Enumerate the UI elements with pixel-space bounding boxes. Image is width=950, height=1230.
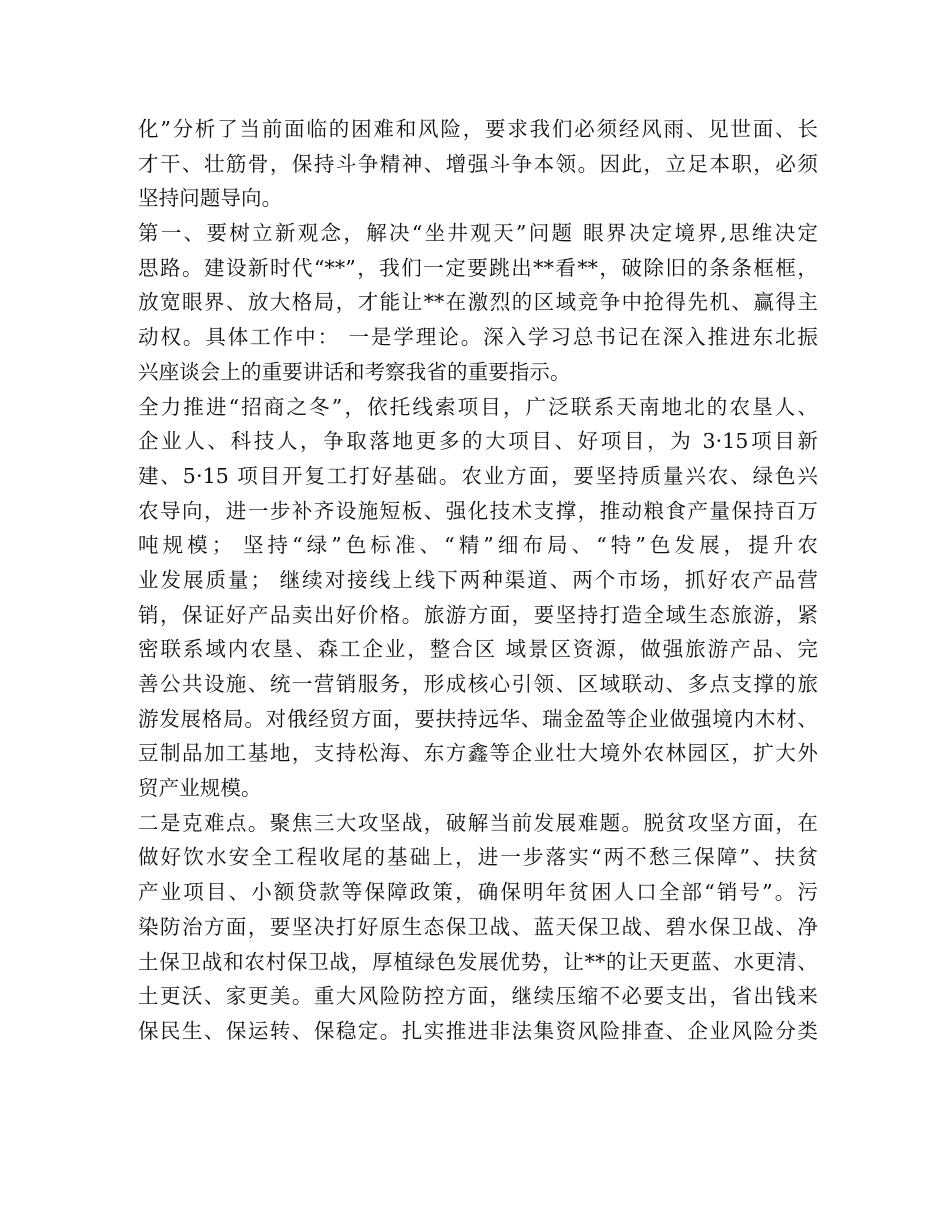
text-line: 动权。具体工作中： 一是学理论。深入学习总书记在深入推进东北振 — [138, 325, 818, 350]
text-line: 建、5·15 项目开复工打好基础。农业方面，要坚持质量兴农、绿色兴 — [138, 463, 818, 488]
text-line: 兴座谈会上的重要讲话和考察我省的重要指示。 — [138, 359, 571, 384]
text-line: 土更沃、家更美。重大风险防控方面，继续压缩不必要支出，省出钱来 — [138, 984, 818, 1009]
text-line: 密联系域内农垦、森工企业，整合区 域景区资源，做强旅游产品、完 — [138, 637, 818, 662]
text-line: 销，保证好产品卖出好价格。旅游方面，要坚持打造全域生态旅游，紧 — [138, 602, 818, 627]
text-line: 全力推进“招商之冬”，依托线索项目，广泛联系天南地北的农垦人、 — [138, 394, 818, 419]
text-line: 业发展质量； 继续对接线上线下两种渠道、两个市场，抓好农产品营 — [138, 567, 818, 592]
text-line: 企业人、科技人，争取落地更多的大项目、好项目，为 3·15项目新 — [138, 429, 818, 454]
text-line: 化”分析了当前面临的困难和风险，要求我们必须经风雨、见世面、长 — [138, 117, 818, 141]
text-line: 善公共设施、统一营销服务，形成核心引领、区域联动、多点支撑的旅 — [138, 672, 818, 696]
text-line: 保民生、保运转、保稳定。扎实推进非法集资风险排查、企业风险分类 — [138, 1018, 818, 1043]
text-line: 游发展格局。对俄经贸方面，要扶持远华、瑞金盈等企业做强境内木材、 — [138, 706, 818, 731]
text-line: 放宽眼界、放大格局，才能让**在激烈的区域竞争中抢得先机、赢得主 — [138, 290, 818, 315]
text-line: 吨规模； 坚持“绿”色标准、“精”细布局、“特”色发展，提升农 — [138, 533, 818, 558]
text-line: 坚持问题导向。 — [138, 186, 283, 211]
text-line: 思路。建设新时代“**”，我们一定要跳出**看**，破除旧的条条框框， — [138, 255, 818, 280]
text-line: 产业项目、小额贷款等保障政策，确保明年贫困人口全部“销号”。污 — [138, 880, 818, 905]
text-line: 做好饮水安全工程收尾的基础上，进一步落实“两不愁三保障”、扶贫 — [138, 845, 818, 870]
text-line: 二是克难点。聚焦三大攻坚战，破解当前发展难题。脱贫攻坚方面，在 — [138, 810, 818, 835]
text-line: 第一、要树立新观念，解决“坐井观天”问题 眼界决定境界,思维决定 — [138, 221, 818, 246]
body-text — [138, 112, 818, 1049]
text-line: 才干、壮筋骨，保持斗争精神、增强斗争本领。因此，立足本职，必须 — [138, 151, 818, 176]
text-line: 豆制品加工基地，支持松海、东方鑫等企业壮大境外农林园区，扩大外 — [138, 741, 818, 766]
text-line: 贸产业规模。 — [138, 776, 262, 801]
text-line: 农导向，进一步补齐设施短板、强化技术支撑，推动粮食产量保持百万 — [138, 498, 818, 523]
text-line: 土保卫战和农村保卫战，厚植绿色发展优势，让**的让天更蓝、水更清、 — [138, 949, 818, 974]
text-line: 染防治方面，要坚决打好原生态保卫战、蓝天保卫战、碧水保卫战、净 — [138, 914, 818, 939]
